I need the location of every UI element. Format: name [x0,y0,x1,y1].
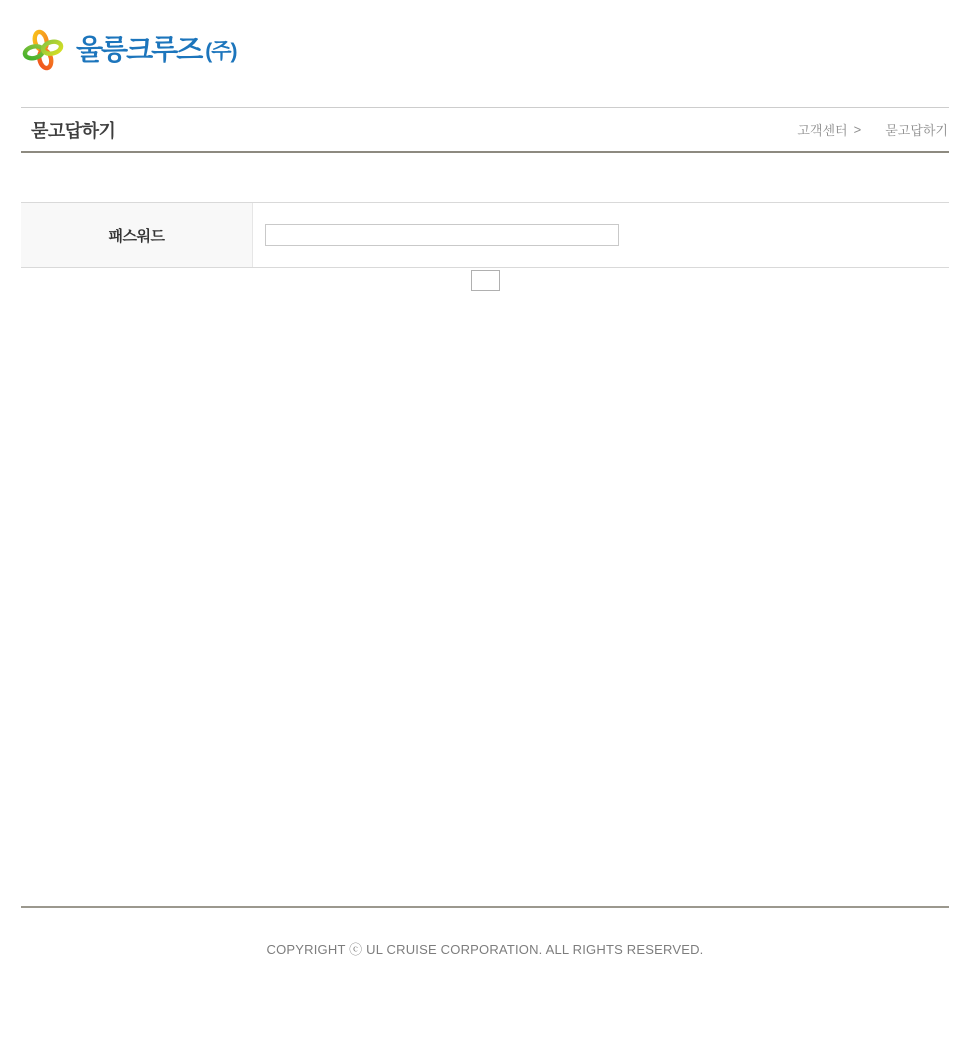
logo-text: 울릉크루즈 [76,34,202,65]
password-label-cell [21,203,253,267]
logo-suffix: (주) [205,40,237,63]
flower-pinwheel-logo-icon [22,27,64,73]
password-input[interactable] [265,224,619,246]
page-title: 묻고답하기 [31,120,116,141]
breadcrumb-parent-link[interactable]: 고객센터 [797,123,848,138]
header [21,0,949,107]
breadcrumb-separator: > [853,122,862,137]
breadcrumb [797,120,949,139]
footer [21,906,949,1044]
submit-button[interactable] [471,270,500,291]
password-label: 패스워드 [108,227,165,245]
password-input-cell [253,203,949,267]
submit-row [21,270,949,291]
password-form-table [21,202,949,268]
content-spacer [21,291,949,906]
copyright-text: COPYRIGHT ⓒ UL CRUISE CORPORATION. ALL RIGHTS RESERVED. [266,942,704,957]
company-logo[interactable] [22,27,237,73]
breadcrumb-current: 묻고답하기 [885,123,948,138]
page-container [21,0,949,1044]
title-bar [21,107,949,153]
